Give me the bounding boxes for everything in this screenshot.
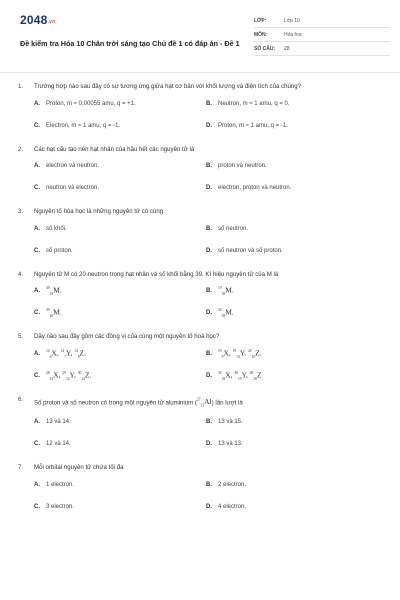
punctuation: . bbox=[59, 307, 62, 317]
question-1 bbox=[18, 78, 388, 137]
separator: . bbox=[84, 348, 87, 357]
answer-letter: C. bbox=[34, 310, 40, 316]
atomic-number: 20 bbox=[253, 376, 257, 381]
separator: . bbox=[259, 348, 262, 357]
mass-number: 30 bbox=[77, 370, 82, 375]
question-body: Nguyên tố hóa học là những nguyên tử có cùng bbox=[34, 208, 164, 215]
answer-option[interactable] bbox=[206, 433, 378, 455]
site-logo[interactable] bbox=[20, 13, 55, 27]
answer-letter: D. bbox=[206, 310, 212, 316]
element-symbol: Z bbox=[79, 348, 85, 357]
mass-number: 40 bbox=[249, 370, 254, 375]
answer-text: neutron và electron. bbox=[46, 185, 100, 191]
answer-letter: C. bbox=[34, 247, 40, 254]
question-body: Mỗi orbital nguyên tử chứa tối đa bbox=[34, 464, 124, 471]
logo-tld: .vn bbox=[47, 19, 56, 25]
header-divider bbox=[0, 72, 400, 73]
answer-option[interactable] bbox=[206, 155, 378, 177]
answer-letter: D. bbox=[206, 503, 212, 510]
separator: , bbox=[230, 370, 235, 379]
meta-label: SỐ CÂU: bbox=[254, 45, 276, 52]
answer-option[interactable] bbox=[34, 115, 206, 137]
punctuation: . bbox=[231, 285, 234, 295]
question-body bbox=[34, 395, 388, 412]
answer-option[interactable] bbox=[34, 93, 206, 115]
question-5 bbox=[18, 328, 388, 387]
answer-text: 2 electron. bbox=[218, 481, 247, 488]
answer-option[interactable] bbox=[34, 343, 206, 365]
meta-row-subject bbox=[254, 28, 390, 42]
punctuation: . bbox=[231, 307, 234, 317]
question-number: 4. bbox=[18, 270, 24, 278]
answer-grid bbox=[18, 155, 388, 199]
atomic-number: 19 bbox=[49, 292, 54, 296]
answer-text: 4 electron. bbox=[218, 503, 247, 510]
mass-number: 19 bbox=[218, 348, 222, 353]
answer-option[interactable] bbox=[34, 302, 206, 324]
question-number: 2. bbox=[18, 145, 24, 153]
mass-number: 40 bbox=[234, 370, 238, 375]
answer-letter: D. bbox=[206, 185, 212, 191]
answer-text: số neutron. bbox=[218, 225, 249, 232]
atomic-number: 9 bbox=[221, 354, 224, 359]
answer-letter: B. bbox=[206, 481, 212, 488]
element-symbol: Z bbox=[84, 370, 90, 379]
atomic-number: 13 bbox=[200, 403, 205, 408]
answer-letter: B. bbox=[206, 100, 212, 107]
answer-letter: D. bbox=[206, 122, 212, 129]
question-4 bbox=[18, 266, 388, 325]
answer-text: 13 và 14. bbox=[46, 419, 71, 425]
answer-letter: A. bbox=[34, 163, 40, 169]
mass-number: 28 bbox=[46, 370, 50, 375]
isotope-symbol bbox=[218, 283, 378, 299]
inline-isotope bbox=[197, 397, 212, 406]
answer-letter: C. bbox=[34, 503, 40, 510]
answer-option[interactable] bbox=[206, 302, 378, 324]
atomic-number: 10 bbox=[251, 354, 256, 359]
isotope-symbol bbox=[46, 305, 206, 321]
question-list bbox=[18, 78, 388, 522]
atomic-number: 6 bbox=[49, 354, 52, 359]
atomic-number: 14 bbox=[81, 376, 85, 381]
separator: , bbox=[228, 348, 233, 357]
question-number: 6. bbox=[18, 395, 24, 403]
answer-grid bbox=[18, 93, 388, 137]
answer-letter: A. bbox=[34, 288, 40, 294]
answer-letter: C. bbox=[34, 372, 40, 379]
question-body: Dãy nào sau đây gồm các đồng vị của cùng một nguyên tố hoá học? bbox=[34, 333, 220, 340]
answer-text: electron và neutron. bbox=[46, 163, 100, 169]
meta-value: Lớp 10 bbox=[284, 17, 300, 24]
question-text bbox=[18, 459, 388, 474]
answer-text: 13 và 15. bbox=[218, 419, 243, 425]
answer-letter: D. bbox=[206, 372, 212, 379]
question-text bbox=[18, 391, 388, 412]
mass-number: 14 bbox=[74, 348, 78, 353]
atomic-number: 14 bbox=[49, 376, 54, 381]
question-body: Trường hợp nào sau đây có sự tương ứng giữa hạt cơ bản với khối lượng và điện tích của chúng? bbox=[34, 83, 302, 90]
answer-text: Proton, m ≈ 0,00055 amu, q = +1. bbox=[46, 100, 136, 107]
answer-text: Neutron, m ≈ 1 amu, q = 0. bbox=[218, 100, 290, 107]
element-symbol: Y bbox=[65, 348, 71, 357]
atomic-number: 20 bbox=[49, 314, 54, 318]
question-body-end: ) lần lượt là bbox=[211, 399, 243, 406]
answer-option[interactable] bbox=[206, 115, 378, 137]
atomic-number: 10 bbox=[236, 354, 240, 359]
meta-row-count bbox=[254, 42, 390, 56]
atomic-number: 8 bbox=[77, 354, 80, 359]
atomic-number: 18 bbox=[221, 376, 226, 381]
isotope-symbol bbox=[218, 305, 378, 321]
meta-row-class bbox=[254, 14, 390, 28]
element-symbol: M bbox=[225, 285, 232, 295]
element-symbol: Y bbox=[239, 348, 245, 357]
element-symbol: Al bbox=[204, 397, 212, 406]
element-symbol: Z bbox=[255, 348, 260, 357]
answer-letter: D. bbox=[206, 247, 212, 254]
question-number: 3. bbox=[18, 208, 24, 215]
punctuation: . bbox=[59, 285, 62, 295]
question-text bbox=[18, 266, 388, 281]
meta-table bbox=[254, 14, 390, 56]
element-symbol: X bbox=[225, 370, 231, 379]
meta-label: MÔN: bbox=[254, 31, 268, 38]
separator: , bbox=[56, 348, 61, 357]
answer-grid bbox=[18, 411, 388, 455]
answer-letter: B. bbox=[206, 288, 212, 294]
answer-letter: A. bbox=[34, 225, 40, 232]
answer-text: số proton. bbox=[46, 247, 73, 254]
isotope-symbol bbox=[46, 283, 206, 299]
answer-text: 1 electron. bbox=[46, 481, 75, 488]
question-6 bbox=[18, 391, 388, 456]
answer-text: Electron, m ≈ 1 amu, q = -1. bbox=[46, 122, 121, 129]
logo-text: 2048 bbox=[20, 13, 48, 27]
atomic-number: 14 bbox=[65, 376, 70, 381]
answer-option[interactable] bbox=[206, 474, 378, 496]
answer-option[interactable] bbox=[206, 411, 378, 433]
mass-number: 27 bbox=[196, 397, 201, 402]
element-symbol: X bbox=[51, 348, 57, 357]
element-symbol: Z bbox=[256, 370, 262, 379]
question-number: 1. bbox=[18, 83, 24, 90]
isotope-list bbox=[46, 346, 206, 362]
answer-grid bbox=[18, 280, 388, 324]
answer-option[interactable] bbox=[206, 93, 378, 115]
answer-letter: D. bbox=[206, 441, 212, 447]
answer-option[interactable] bbox=[206, 240, 378, 262]
mass-number: 14 bbox=[46, 348, 50, 353]
mass-number: 29 bbox=[62, 370, 66, 375]
answer-option[interactable] bbox=[34, 496, 206, 518]
answer-letter: B. bbox=[206, 419, 212, 425]
page-title: Đề kiểm tra Hóa 10 Chân trời sáng tạo Chủ đề 1 có đáp án - Đề 1 bbox=[20, 39, 240, 48]
separator: , bbox=[74, 370, 78, 379]
answer-option[interactable] bbox=[206, 343, 378, 365]
question-2 bbox=[18, 141, 388, 200]
mass-number: 39 bbox=[46, 308, 50, 312]
meta-value: Hóa học bbox=[284, 31, 303, 38]
answer-letter: B. bbox=[206, 225, 212, 232]
answer-letter: C. bbox=[34, 441, 40, 447]
answer-grid bbox=[18, 474, 388, 518]
question-number: 5. bbox=[18, 333, 24, 340]
mass-number: 39 bbox=[46, 286, 50, 290]
question-text bbox=[18, 141, 388, 156]
question-7 bbox=[18, 459, 388, 518]
answer-letter: B. bbox=[206, 163, 212, 169]
answer-text: 12 và 14. bbox=[46, 441, 71, 447]
question-3 bbox=[18, 203, 388, 262]
meta-value: 28 bbox=[284, 45, 290, 52]
answer-letter: B. bbox=[206, 350, 212, 357]
answer-grid bbox=[18, 218, 388, 262]
answer-letter: A. bbox=[34, 350, 40, 357]
answer-option[interactable] bbox=[34, 155, 206, 177]
atomic-number: 39 bbox=[221, 314, 226, 318]
element-symbol: X bbox=[53, 370, 59, 379]
mass-number: 20 bbox=[218, 308, 222, 312]
atomic-number: 19 bbox=[237, 376, 242, 381]
answer-option[interactable] bbox=[34, 411, 206, 433]
element-symbol: Y bbox=[69, 370, 74, 379]
question-body-start: Số proton và số neutron có trong một nguyên tử aluminium ( bbox=[34, 399, 197, 406]
element-symbol: X bbox=[223, 348, 229, 357]
isotope-list bbox=[46, 368, 206, 384]
answer-letter: C. bbox=[34, 122, 40, 129]
question-body: Các hạt cấu tạo nên hạt nhân của hầu hết các nguyên tử là bbox=[34, 145, 195, 153]
mass-number: 19 bbox=[232, 348, 237, 353]
answer-text: 3 electron. bbox=[46, 503, 75, 510]
mass-number: 20 bbox=[247, 348, 252, 353]
answer-option[interactable] bbox=[34, 280, 206, 302]
isotope-list bbox=[218, 368, 378, 384]
separator: , bbox=[58, 370, 63, 379]
answer-letter: C. bbox=[34, 185, 40, 191]
answer-option[interactable] bbox=[206, 280, 378, 302]
answer-text: electron, proton và neutron. bbox=[218, 185, 292, 191]
question-number: 7. bbox=[18, 464, 24, 471]
separator: , bbox=[244, 348, 248, 357]
answer-option[interactable] bbox=[34, 240, 206, 262]
meta-label: LỚP: bbox=[254, 17, 267, 24]
answer-option[interactable] bbox=[34, 177, 206, 199]
element-symbol: Y bbox=[241, 370, 246, 379]
answer-option[interactable] bbox=[206, 496, 378, 518]
element-symbol: M bbox=[53, 307, 60, 317]
atomic-number: 39 bbox=[221, 292, 226, 296]
question-body: Nguyên tử M có 20 neutron trong hạt nhân và số khối bằng 39. Kí hiệu nguyên tử của M là bbox=[34, 270, 279, 278]
answer-text: số khối. bbox=[46, 225, 67, 232]
mass-number: 40 bbox=[218, 370, 222, 375]
header bbox=[18, 10, 390, 72]
answer-letter: A. bbox=[34, 419, 40, 425]
question-text bbox=[18, 203, 388, 218]
question-text bbox=[18, 328, 388, 343]
answer-option[interactable] bbox=[34, 218, 206, 240]
isotope-list bbox=[218, 346, 378, 362]
atomic-number: 7 bbox=[64, 354, 66, 359]
answer-text: proton và neutron. bbox=[218, 163, 267, 169]
answer-option[interactable] bbox=[34, 433, 206, 455]
answer-text: số neutron và số proton. bbox=[218, 247, 283, 254]
separator: , bbox=[70, 348, 75, 357]
answer-option[interactable] bbox=[206, 177, 378, 199]
mass-number: 14 bbox=[60, 348, 65, 353]
answer-letter: A. bbox=[34, 100, 40, 107]
question-text bbox=[18, 78, 388, 93]
mass-number: 19 bbox=[218, 286, 222, 290]
answer-option[interactable] bbox=[206, 365, 378, 387]
element-symbol: M bbox=[53, 285, 60, 295]
answer-letter: A. bbox=[34, 481, 40, 488]
answer-grid bbox=[18, 343, 388, 387]
answer-option[interactable] bbox=[206, 218, 378, 240]
answer-option[interactable] bbox=[34, 365, 206, 387]
answer-text: Proton, m ≈ 1 amu, q = -1. bbox=[218, 122, 288, 129]
separator: . bbox=[89, 370, 92, 379]
element-symbol: M bbox=[225, 307, 232, 317]
answer-option[interactable] bbox=[34, 474, 206, 496]
answer-text: 13 và 13. bbox=[218, 441, 243, 447]
separator: , bbox=[246, 370, 250, 379]
